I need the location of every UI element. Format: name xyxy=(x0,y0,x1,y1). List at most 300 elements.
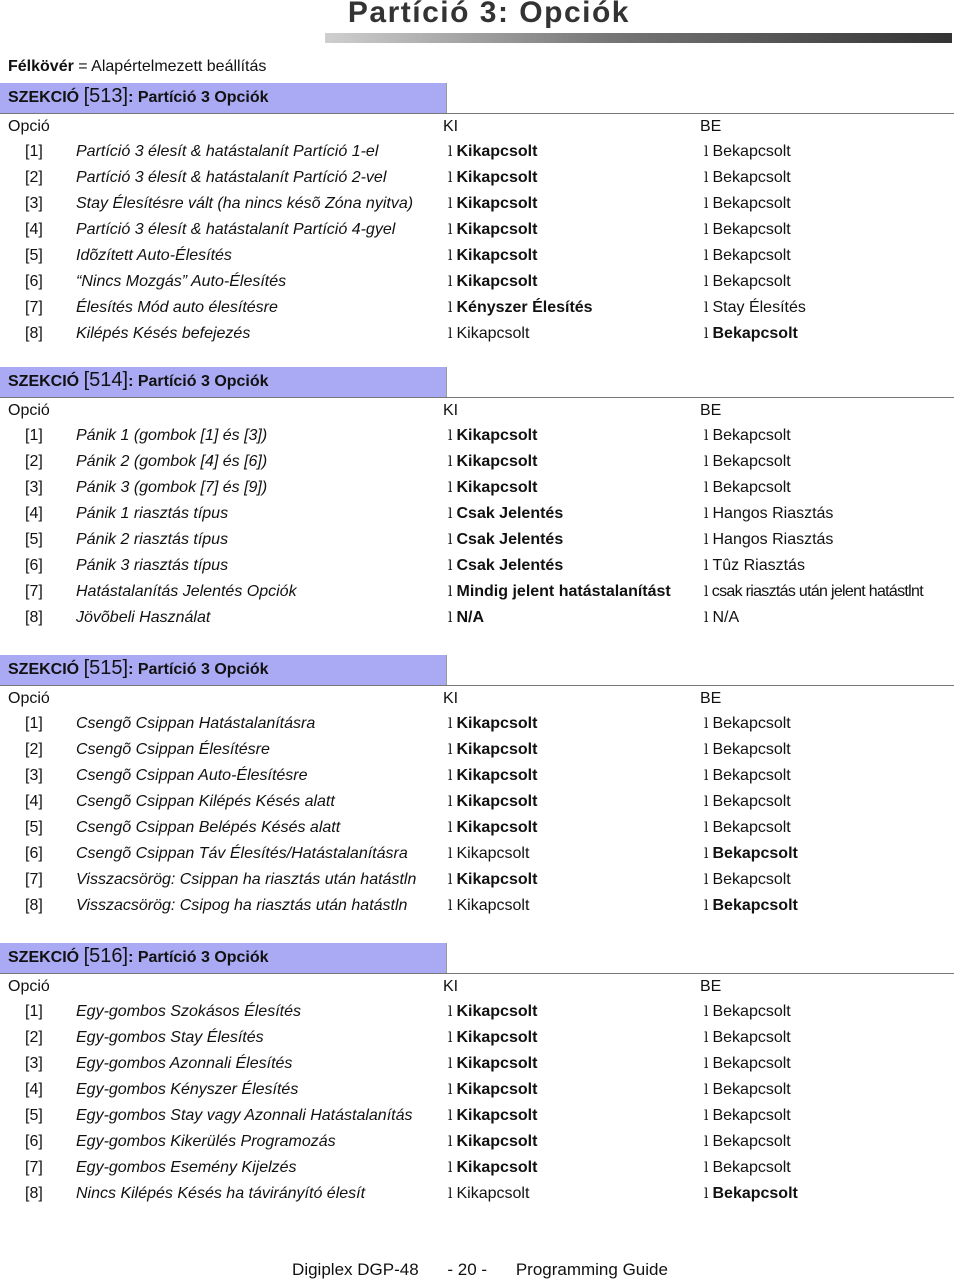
option-on-label: Tûz Riasztás xyxy=(712,557,805,574)
option-on-label: Bekapcsolt xyxy=(712,897,798,914)
option-off-label: Kikapcsolt xyxy=(456,479,538,496)
option-row xyxy=(0,554,954,580)
option-on-label: Bekapcsolt xyxy=(712,273,791,290)
checkbox-icon: l xyxy=(704,1004,709,1020)
option-description: Idõzített Auto-Élesítés xyxy=(76,247,232,264)
section-header-blank xyxy=(446,367,955,397)
checkbox-icon: l xyxy=(704,428,709,444)
option-on-label: Bekapcsolt xyxy=(712,325,798,342)
option-on-label: Bekapcsolt xyxy=(712,143,791,160)
option-on-value xyxy=(704,195,791,213)
option-on-label: Bekapcsolt xyxy=(712,1185,798,1202)
section-block xyxy=(0,83,954,348)
option-number: [5] xyxy=(25,531,43,548)
option-on-value xyxy=(704,557,805,575)
option-on-label: Bekapcsolt xyxy=(712,1029,791,1046)
checkbox-icon: l xyxy=(704,300,709,316)
footer-guide: Programming Guide xyxy=(515,1260,668,1279)
option-on-label: Stay Élesítés xyxy=(712,299,806,316)
option-row xyxy=(0,1104,954,1130)
option-off-label: Csak Jelentés xyxy=(456,557,564,574)
section-number: [516] xyxy=(83,945,129,967)
option-off-label: Kikapcsolt xyxy=(456,767,538,784)
checkbox-icon: l xyxy=(448,1186,453,1202)
option-number: [6] xyxy=(25,1133,43,1150)
checkbox-icon: l xyxy=(704,1056,709,1072)
checkbox-icon: l xyxy=(704,584,708,600)
option-description: Visszacsörög: Csipog ha riasztás után hatástln xyxy=(76,897,408,914)
page-title: Partíció 3: Opciók xyxy=(347,0,630,29)
checkbox-icon: l xyxy=(448,820,453,836)
option-off-label: Kikapcsolt xyxy=(456,247,538,264)
checkbox-icon: l xyxy=(704,1186,709,1202)
option-on-label: N/A xyxy=(712,609,740,626)
option-number: [3] xyxy=(25,1055,43,1072)
option-off-value xyxy=(448,609,484,627)
option-off-value xyxy=(448,427,537,445)
column-off: KI xyxy=(443,690,459,707)
option-off-value xyxy=(448,871,537,889)
option-description: Partíció 3 élesít & hatástalanít Partíció 2-vel xyxy=(76,169,387,186)
legend-bold-word: Félkövér xyxy=(8,58,74,75)
footer-product: Digiplex DGP-48 xyxy=(292,1260,419,1279)
checkbox-icon: l xyxy=(704,506,709,522)
checkbox-icon: l xyxy=(448,1134,453,1150)
section-title xyxy=(8,945,269,968)
section-number: [515] xyxy=(83,657,129,679)
option-off-value xyxy=(448,1055,537,1073)
checkbox-icon: l xyxy=(448,170,453,186)
option-row xyxy=(0,192,954,218)
option-on-value xyxy=(704,299,806,317)
checkbox-icon: l xyxy=(704,1160,709,1176)
option-off-value xyxy=(448,453,537,471)
option-row xyxy=(0,1156,954,1182)
section-header-blank xyxy=(446,655,955,685)
option-off-label: Kikapcsolt xyxy=(456,1159,538,1176)
option-on-value xyxy=(704,845,798,863)
option-off-label: Kikapcsolt xyxy=(456,741,538,758)
option-row xyxy=(0,166,954,192)
option-off-value xyxy=(448,531,563,549)
option-row xyxy=(0,1000,954,1026)
option-off-value xyxy=(448,897,529,915)
option-off-value xyxy=(448,221,537,239)
column-on: BE xyxy=(700,690,722,707)
option-description: Csengõ Csippan Hatástalanításra xyxy=(76,715,316,732)
option-off-label: Kikapcsolt xyxy=(456,273,538,290)
option-row xyxy=(0,1130,954,1156)
option-on-value xyxy=(704,143,791,161)
option-off-label: Kikapcsolt xyxy=(456,793,538,810)
option-on-label: Bekapcsolt xyxy=(712,819,791,836)
checkbox-icon: l xyxy=(448,610,453,626)
checkbox-icon: l xyxy=(704,872,709,888)
checkbox-icon: l xyxy=(448,584,453,600)
checkbox-icon: l xyxy=(448,144,453,160)
option-on-value xyxy=(704,1159,791,1177)
option-number: [7] xyxy=(25,583,43,600)
option-row xyxy=(0,270,954,296)
option-on-value xyxy=(704,505,833,523)
column-header-row xyxy=(0,398,954,424)
title-rule xyxy=(325,33,952,43)
option-on-value xyxy=(704,793,791,811)
option-description: Nincs Kilépés Késés ha távirányító élesít xyxy=(76,1185,366,1202)
option-description: Pánik 1 (gombok [1] és [3]) xyxy=(76,427,268,444)
option-on-label: Bekapcsolt xyxy=(712,247,791,264)
option-off-label: Kikapcsolt xyxy=(456,143,538,160)
option-on-value xyxy=(704,273,791,291)
option-on-label: Bekapcsolt xyxy=(712,845,798,862)
option-off-label: Kikapcsolt xyxy=(456,845,530,862)
checkbox-icon: l xyxy=(704,742,709,758)
option-row xyxy=(0,868,954,894)
option-off-value xyxy=(448,299,593,317)
option-number: [7] xyxy=(25,871,43,888)
checkbox-icon: l xyxy=(448,898,453,914)
checkbox-icon: l xyxy=(704,1108,709,1124)
checkbox-icon: l xyxy=(448,506,453,522)
column-on: BE xyxy=(700,978,722,995)
option-description: “Nincs Mozgás” Auto-Élesítés xyxy=(76,273,287,290)
option-row xyxy=(0,1182,954,1208)
option-on-value xyxy=(704,871,791,889)
column-on: BE xyxy=(700,118,722,135)
option-off-value xyxy=(448,479,537,497)
option-row xyxy=(0,894,954,920)
option-description: Csengõ Csippan Auto-Élesítésre xyxy=(76,767,308,784)
option-off-label: Kikapcsolt xyxy=(456,897,530,914)
checkbox-icon: l xyxy=(448,454,453,470)
checkbox-icon: l xyxy=(448,716,453,732)
option-description: Csengõ Csippan Táv Élesítés/Hatástalanításra xyxy=(76,845,408,862)
checkbox-icon: l xyxy=(448,1056,453,1072)
option-on-value xyxy=(704,1029,791,1047)
section-label: SZEKCIÓ xyxy=(8,949,80,966)
column-on: BE xyxy=(700,402,722,419)
legend-text: = Alapértelmezett beállítás xyxy=(73,58,267,75)
checkbox-icon: l xyxy=(704,1134,709,1150)
option-description: Pánik 3 (gombok [7] és [9]) xyxy=(76,479,268,496)
section-label: SZEKCIÓ xyxy=(8,661,80,678)
checkbox-icon: l xyxy=(704,274,709,290)
checkbox-icon: l xyxy=(448,428,453,444)
option-on-label: Bekapcsolt xyxy=(712,1133,791,1150)
option-off-label: Kikapcsolt xyxy=(456,195,538,212)
option-number: [3] xyxy=(25,195,43,212)
option-off-label: N/A xyxy=(456,609,485,626)
checkbox-icon: l xyxy=(448,1030,453,1046)
section-block xyxy=(0,367,954,632)
column-header-row xyxy=(0,114,954,140)
option-number: [2] xyxy=(25,741,43,758)
option-description: Visszacsörög: Csippan ha riasztás után hatástln xyxy=(76,871,417,888)
option-number: [8] xyxy=(25,325,43,342)
checkbox-icon: l xyxy=(448,872,453,888)
option-row xyxy=(0,476,954,502)
option-on-value xyxy=(704,169,791,187)
checkbox-icon: l xyxy=(448,300,453,316)
option-off-label: Kikapcsolt xyxy=(456,1133,538,1150)
option-on-label: Bekapcsolt xyxy=(712,479,791,496)
option-description: Egy-gombos Stay Élesítés xyxy=(76,1029,264,1046)
section-number: [513] xyxy=(83,85,129,107)
section-header xyxy=(0,83,954,114)
section-title xyxy=(8,369,269,392)
section-number: [514] xyxy=(83,369,129,391)
page-footer xyxy=(0,1260,960,1280)
option-on-label: Bekapcsolt xyxy=(712,793,791,810)
checkbox-icon: l xyxy=(704,248,709,264)
option-off-value xyxy=(448,247,537,265)
section-label: SZEKCIÓ xyxy=(8,373,80,390)
option-description: Pánik 1 riasztás típus xyxy=(76,505,229,522)
option-description: Partíció 3 élesít & hatástalanít Partíció 1-el xyxy=(76,143,379,160)
option-on-label: Bekapcsolt xyxy=(712,871,791,888)
option-row xyxy=(0,244,954,270)
option-on-label: Hangos Riasztás xyxy=(712,505,834,522)
checkbox-icon: l xyxy=(704,610,709,626)
option-on-label: Bekapcsolt xyxy=(712,221,791,238)
checkbox-icon: l xyxy=(448,1004,453,1020)
option-number: [4] xyxy=(25,793,43,810)
option-row xyxy=(0,738,954,764)
option-description: Egy-gombos Kikerülés Programozás xyxy=(76,1133,336,1150)
column-header-row xyxy=(0,686,954,712)
option-on-value xyxy=(704,1081,791,1099)
option-on-label: Bekapcsolt xyxy=(712,741,791,758)
option-off-label: Kikapcsolt xyxy=(456,715,538,732)
option-on-value xyxy=(704,531,833,549)
option-off-label: Kikapcsolt xyxy=(456,453,538,470)
option-description: Hatástalanítás Jelentés Opciók xyxy=(76,583,297,600)
checkbox-icon: l xyxy=(448,326,453,342)
option-off-label: Csak Jelentés xyxy=(456,531,564,548)
checkbox-icon: l xyxy=(704,768,709,784)
option-on-label: Hangos Riasztás xyxy=(712,531,834,548)
option-off-value xyxy=(448,793,537,811)
option-off-value xyxy=(448,1133,537,1151)
option-number: [5] xyxy=(25,819,43,836)
option-off-label: Kikapcsolt xyxy=(456,427,538,444)
option-row xyxy=(0,296,954,322)
option-off-value xyxy=(448,583,671,601)
option-description: Egy-gombos Azonnali Élesítés xyxy=(76,1055,293,1072)
section-header xyxy=(0,943,954,974)
option-number: [4] xyxy=(25,505,43,522)
option-row xyxy=(0,450,954,476)
option-off-value xyxy=(448,767,537,785)
checkbox-icon: l xyxy=(704,144,709,160)
option-off-value xyxy=(448,273,537,291)
checkbox-icon: l xyxy=(448,248,453,264)
column-off: KI xyxy=(443,402,459,419)
option-row xyxy=(0,764,954,790)
option-off-label: Kikapcsolt xyxy=(456,1107,538,1124)
option-number: [3] xyxy=(25,767,43,784)
option-number: [6] xyxy=(25,557,43,574)
option-off-label: Kényszer Élesítés xyxy=(456,299,593,316)
option-off-value xyxy=(448,325,529,343)
option-row xyxy=(0,502,954,528)
checkbox-icon: l xyxy=(448,274,453,290)
option-on-label: Bekapcsolt xyxy=(712,1055,791,1072)
option-off-value xyxy=(448,169,537,187)
option-off-value xyxy=(448,143,537,161)
option-number: [8] xyxy=(25,897,43,914)
option-row xyxy=(0,580,954,606)
section-block xyxy=(0,655,954,920)
section-suffix: : Partíció 3 Opciók xyxy=(128,89,269,106)
option-off-label: Kikapcsolt xyxy=(456,169,538,186)
checkbox-icon: l xyxy=(704,170,709,186)
option-on-value xyxy=(704,1133,791,1151)
option-off-value xyxy=(448,195,537,213)
option-off-label: Mindig jelent hatástalanítást xyxy=(456,583,671,600)
option-off-label: Kikapcsolt xyxy=(456,1003,538,1020)
checkbox-icon: l xyxy=(704,794,709,810)
option-row xyxy=(0,528,954,554)
option-off-label: Csak Jelentés xyxy=(456,505,564,522)
option-on-value xyxy=(704,897,798,915)
section-header-blank xyxy=(446,943,955,973)
option-on-label: Bekapcsolt xyxy=(712,1159,791,1176)
option-description: Pánik 2 (gombok [4] és [6]) xyxy=(76,453,268,470)
option-off-label: Kikapcsolt xyxy=(456,1081,538,1098)
option-number: [5] xyxy=(25,247,43,264)
option-on-value xyxy=(704,741,791,759)
section-header xyxy=(0,367,954,398)
option-row xyxy=(0,1026,954,1052)
column-option: Opció xyxy=(8,402,50,419)
checkbox-icon: l xyxy=(448,480,453,496)
column-option: Opció xyxy=(8,690,50,707)
option-on-label: Bekapcsolt xyxy=(712,169,791,186)
option-number: [2] xyxy=(25,453,43,470)
section-title xyxy=(8,85,269,108)
option-on-value xyxy=(704,583,923,601)
column-off: KI xyxy=(443,978,459,995)
section-suffix: : Partíció 3 Opciók xyxy=(128,373,269,390)
option-description: Egy-gombos Kényszer Élesítés xyxy=(76,1081,299,1098)
option-row xyxy=(0,842,954,868)
option-on-label: Bekapcsolt xyxy=(712,767,791,784)
option-number: [1] xyxy=(25,143,43,160)
option-on-value xyxy=(704,1107,791,1125)
option-row xyxy=(0,1078,954,1104)
option-off-value xyxy=(448,741,537,759)
option-row xyxy=(0,712,954,738)
section-header-blank xyxy=(446,83,955,113)
option-off-value xyxy=(448,1107,537,1125)
checkbox-icon: l xyxy=(704,532,709,548)
legend xyxy=(8,58,266,76)
section-header xyxy=(0,655,954,686)
option-on-value xyxy=(704,767,791,785)
option-number: [5] xyxy=(25,1107,43,1124)
checkbox-icon: l xyxy=(704,1030,709,1046)
checkbox-icon: l xyxy=(448,1108,453,1124)
option-number: [6] xyxy=(25,845,43,862)
option-off-label: Kikapcsolt xyxy=(456,1185,530,1202)
option-row xyxy=(0,1052,954,1078)
checkbox-icon: l xyxy=(448,768,453,784)
option-description: Pánik 2 riasztás típus xyxy=(76,531,229,548)
option-on-label: Bekapcsolt xyxy=(712,195,791,212)
option-number: [1] xyxy=(25,715,43,732)
option-on-label: Bekapcsolt xyxy=(712,1107,791,1124)
option-description: Csengõ Csippan Kilépés Késés alatt xyxy=(76,793,335,810)
checkbox-icon: l xyxy=(704,222,709,238)
option-on-value xyxy=(704,247,791,265)
option-off-value xyxy=(448,715,537,733)
option-on-label: csak riasztás után jelent hatástlnt xyxy=(711,583,923,600)
option-on-value xyxy=(704,453,791,471)
checkbox-icon: l xyxy=(704,326,709,342)
checkbox-icon: l xyxy=(448,846,453,862)
option-row xyxy=(0,140,954,166)
option-number: [4] xyxy=(25,221,43,238)
option-description: Kilépés Késés befejezés xyxy=(76,325,251,342)
option-number: [8] xyxy=(25,1185,43,1202)
footer-page-number: - 20 - xyxy=(447,1260,488,1279)
option-description: Egy-gombos Esemény Kijelzés xyxy=(76,1159,297,1176)
option-on-label: Bekapcsolt xyxy=(712,453,791,470)
column-option: Opció xyxy=(8,118,50,135)
option-off-value xyxy=(448,1003,537,1021)
checkbox-icon: l xyxy=(704,716,709,732)
checkbox-icon: l xyxy=(704,898,709,914)
option-description: Egy-gombos Stay vagy Azonnali Hatástalanítás xyxy=(76,1107,413,1124)
option-row xyxy=(0,218,954,244)
checkbox-icon: l xyxy=(448,1160,453,1176)
option-on-value xyxy=(704,715,791,733)
option-off-value xyxy=(448,1029,537,1047)
option-off-value xyxy=(448,1159,537,1177)
checkbox-icon: l xyxy=(704,846,709,862)
option-on-value xyxy=(704,325,798,343)
option-on-label: Bekapcsolt xyxy=(712,1003,791,1020)
option-number: [7] xyxy=(25,1159,43,1176)
option-number: [7] xyxy=(25,299,43,316)
option-off-value xyxy=(448,845,529,863)
option-row xyxy=(0,816,954,842)
section-title xyxy=(8,657,269,680)
checkbox-icon: l xyxy=(448,794,453,810)
option-on-label: Bekapcsolt xyxy=(712,1081,791,1098)
option-off-label: Kikapcsolt xyxy=(456,819,538,836)
option-row xyxy=(0,606,954,632)
checkbox-icon: l xyxy=(448,222,453,238)
option-description: Élesítés Mód auto élesítésre xyxy=(76,299,278,316)
option-number: [6] xyxy=(25,273,43,290)
checkbox-icon: l xyxy=(704,820,709,836)
option-off-value xyxy=(448,1185,529,1203)
section-label: SZEKCIÓ xyxy=(8,89,80,106)
option-off-label: Kikapcsolt xyxy=(456,221,538,238)
option-on-value xyxy=(704,479,791,497)
checkbox-icon: l xyxy=(704,480,709,496)
checkbox-icon: l xyxy=(448,742,453,758)
option-on-value xyxy=(704,1185,798,1203)
option-off-label: Kikapcsolt xyxy=(456,325,530,342)
column-header-row xyxy=(0,974,954,1000)
checkbox-icon: l xyxy=(704,558,709,574)
option-row xyxy=(0,790,954,816)
option-off-label: Kikapcsolt xyxy=(456,1055,538,1072)
option-on-label: Bekapcsolt xyxy=(712,715,791,732)
